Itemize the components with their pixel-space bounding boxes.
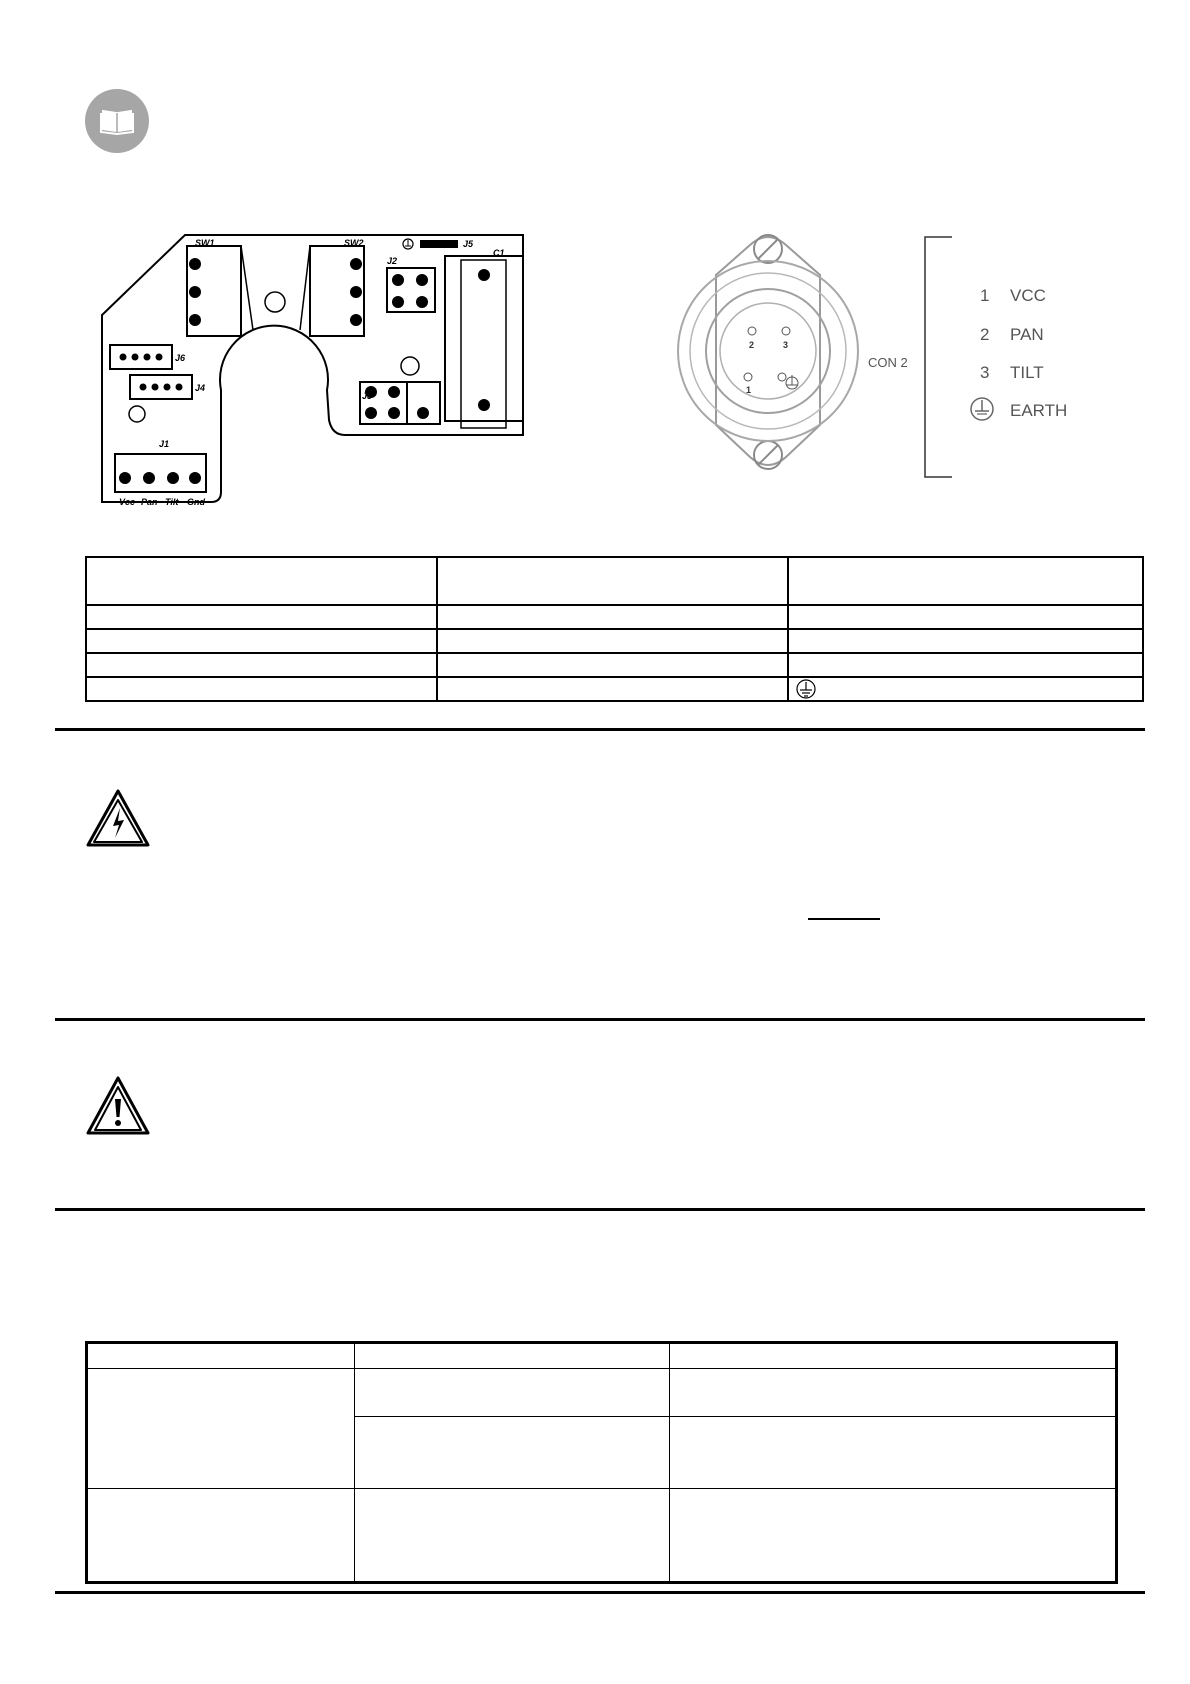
table-cell (355, 1489, 670, 1583)
table-cell (788, 557, 1143, 605)
wiring-table (85, 556, 1144, 702)
pcb-label-j1: J1 (159, 439, 170, 449)
pcb-label-sw1: SW1 (195, 238, 215, 248)
table-cell (437, 653, 788, 677)
j4-component (130, 375, 192, 399)
legend-num-vcc: 1 (980, 286, 990, 305)
table-row (87, 1343, 1117, 1369)
connector-pin-2: 2 (749, 340, 755, 350)
table-cell (86, 557, 437, 605)
table-cell (86, 605, 437, 629)
table-row (86, 677, 1143, 701)
table-cell (437, 677, 788, 701)
table-cell (87, 1369, 355, 1489)
sw2-component (300, 246, 364, 336)
pcb-label-c1: C1 (493, 248, 505, 258)
table-row (87, 1369, 1117, 1417)
legend-num-pan: 2 (980, 325, 990, 344)
section-divider (55, 1591, 1145, 1594)
section-divider (55, 728, 1145, 731)
table-row (86, 653, 1143, 677)
j1-pin-gnd: Gnd (187, 497, 205, 507)
table-cell (670, 1417, 1117, 1489)
table-cell (670, 1489, 1117, 1583)
legend-name-vcc: VCC (1010, 286, 1046, 305)
table-cell (437, 605, 788, 629)
table-row (86, 557, 1143, 605)
j1-component (115, 454, 206, 492)
earth-icon (795, 678, 817, 700)
warning-icon (85, 1075, 151, 1137)
pcb-label-j5: J5 (463, 239, 474, 249)
table-cell (86, 629, 437, 653)
table-row (87, 1489, 1117, 1583)
table-cell (86, 653, 437, 677)
section-divider (55, 1018, 1145, 1021)
table-cell (87, 1489, 355, 1583)
book-icon (85, 89, 149, 153)
book-badge (85, 89, 149, 153)
electric-warning-icon (85, 788, 151, 848)
table-cell (355, 1343, 670, 1369)
j6-component (110, 345, 172, 369)
table-cell (788, 629, 1143, 653)
connector-label: CON 2 (868, 355, 908, 370)
pcb-label-j6: J6 (175, 353, 186, 363)
pcb-diagram (95, 230, 545, 515)
table-row (86, 605, 1143, 629)
table-cell (788, 605, 1143, 629)
legend-num-tilt: 3 (980, 363, 990, 382)
troubleshooting-table (85, 1341, 1118, 1584)
pcb-label-j4: J4 (195, 383, 206, 393)
table-cell (437, 629, 788, 653)
table-cell (788, 677, 1143, 701)
table-cell (87, 1343, 355, 1369)
j2-component (387, 268, 435, 312)
sw1-component (187, 246, 253, 336)
table-cell (86, 677, 437, 701)
pcb-label-sw2: SW2 (344, 238, 364, 248)
table-cell (355, 1417, 670, 1489)
j1-pin-tilt: Tilt (165, 497, 179, 507)
legend-name-earth: EARTH (1010, 401, 1068, 420)
connector-pin-3: 3 (783, 340, 789, 350)
j1-pin-vcc: Vcc (119, 497, 136, 507)
legend-name-pan: PAN (1010, 325, 1044, 344)
table-cell (355, 1369, 670, 1417)
c1-component (445, 256, 523, 428)
j3-component (360, 382, 440, 424)
legend-name-tilt: TILT (1010, 363, 1044, 382)
underline-mark (808, 918, 880, 920)
pcb-label-j3: J3 (362, 391, 373, 401)
connector-diagram (670, 225, 1090, 490)
table-row (86, 629, 1143, 653)
table-cell (670, 1343, 1117, 1369)
section-divider (55, 1208, 1145, 1211)
table-cell (437, 557, 788, 605)
earth-icon (971, 398, 993, 420)
j5-component (403, 239, 458, 249)
pcb-label-j2: J2 (387, 256, 398, 266)
table-cell (670, 1369, 1117, 1417)
j1-pin-pan: Pan (141, 497, 158, 507)
table-cell (788, 653, 1143, 677)
connector-pin-1: 1 (746, 385, 752, 395)
